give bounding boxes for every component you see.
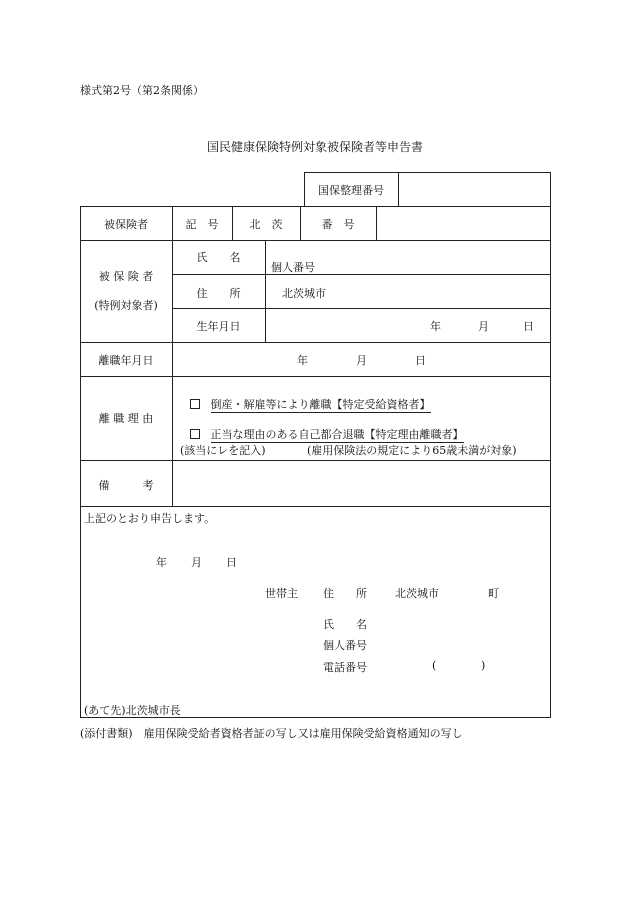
personal-number-label: 個人番号: [271, 261, 315, 274]
head-of-household-label: 世帯主: [265, 587, 298, 600]
address-field[interactable]: 北茨城市: [282, 287, 326, 300]
retire-reason-label: 離 職 理 由: [98, 412, 154, 425]
attachments-note: (添付書類) 雇用保険受給者資格者証の写し又は雇用保険受給資格通知の写し: [80, 727, 463, 740]
kokuho-number-label: 国保整理番号: [318, 184, 384, 197]
declarant-my-number-label: 個人番号: [323, 639, 367, 652]
remarks-label: 備 考: [98, 479, 154, 492]
bango-label: 番 号: [321, 218, 355, 231]
birth-month: 月: [478, 320, 489, 333]
name-label: 氏 名: [196, 251, 241, 264]
reason-option-1[interactable]: [190, 396, 431, 412]
declaration-month: 月: [191, 556, 202, 569]
town-label: 町: [488, 587, 499, 600]
retire-year: 年: [297, 354, 308, 367]
phone-open-paren: (: [432, 659, 437, 672]
retire-date-label: 離職年月日: [98, 354, 154, 367]
declaration-year: 年: [156, 556, 167, 569]
declarant-name-label: 氏 名: [323, 618, 367, 631]
form-reference: 様式第2号（第2条関係）: [80, 84, 204, 97]
reason-note-right: (雇用保険法の規定により65歳未満が対象): [307, 444, 517, 457]
phone-close-paren: ): [481, 659, 486, 672]
retire-month: 月: [356, 354, 367, 367]
address-label: 住 所: [196, 287, 241, 300]
kigo-label: 記 号: [185, 218, 219, 231]
reason-option-2[interactable]: [190, 426, 464, 442]
checkbox-icon[interactable]: [190, 399, 200, 409]
declarant-address-label: 住 所: [323, 587, 367, 600]
declarant-address-field[interactable]: 北茨城市: [395, 587, 439, 600]
birthdate-label: 生年月日: [196, 320, 241, 333]
checkbox-icon[interactable]: [190, 429, 200, 439]
declaration-day: 日: [226, 556, 237, 569]
person-label: 被 保 険 者: [98, 270, 154, 283]
birth-day: 日: [523, 320, 534, 333]
declaration-statement: 上記のとおり申告します。: [84, 512, 216, 525]
retire-day: 日: [415, 354, 426, 367]
document-title: 国民健康保険特例対象被保険者等申告書: [206, 140, 423, 154]
kigo-field[interactable]: 北 茨: [249, 218, 283, 231]
person-label-sub: (特例対象者): [94, 299, 158, 312]
reason-note-left: (該当にレを記入): [180, 444, 266, 457]
birth-year: 年: [430, 320, 441, 333]
reason-option-2-text: 正当な理由のある自己都合退職【特定理由離職者】: [210, 428, 464, 441]
declarant-phone-label: 電話番号: [323, 661, 367, 674]
addressee: (あて先)北茨城市長: [84, 704, 181, 717]
insured-label: 被保険者: [104, 218, 148, 231]
reason-option-1-text: 倒産・解雇等により離職【特定受給資格者】: [210, 398, 431, 411]
